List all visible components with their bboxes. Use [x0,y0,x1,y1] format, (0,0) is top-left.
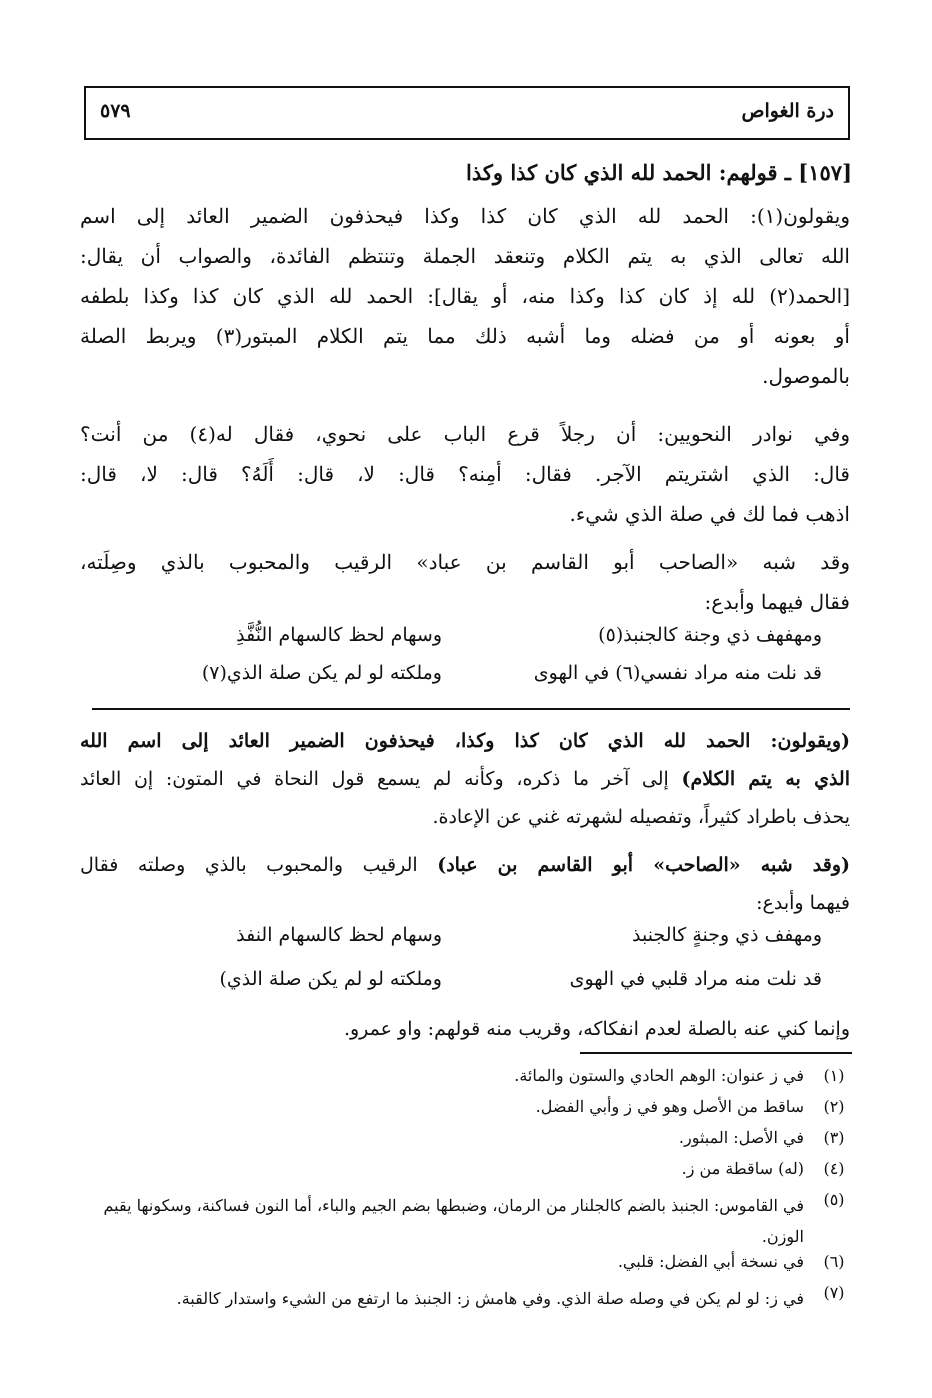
text-line [80,722,850,760]
verse-hemistich-first: قد نلت منه مراد قلبي في الهوى [569,968,822,990]
footnote-divider [580,1052,852,1054]
quoted-text: الذي به يتم الكلام) [681,768,850,790]
verse-hemistich-first: ومهفف ذي وجنةٍ كالجنبذ [631,924,822,946]
verse-hemistich-second: وسهام لحظ كالسهام النُّفَّذِ [236,624,442,646]
footnote-text: (له) ساقطة من ز. [681,1159,804,1178]
footnote [77,1066,852,1097]
footnote-number: (٥) [823,1190,845,1209]
verse-line [82,662,852,702]
text-line: [الحمد(٢) لله إذ كان كذا وكذا منه، أو يقال]: الحمد لله الذي كان كذا وكذا بلطفه [80,284,850,308]
footnote [77,1128,852,1159]
footnote-number: (٢) [823,1097,845,1116]
verse-hemistich-first: ومهفهف ذي وجنة كالجنبذ(٥) [598,624,822,646]
footnote [77,1097,852,1128]
running-header [84,86,850,140]
text-line: اذهب فما لك في صلة الذي شيء. [569,502,850,526]
footnote [77,1159,852,1190]
commentary-text: إلى آخر ما ذكره، وكأنه لم يسمع قول النحاة في المتون: إن العائد [80,768,682,790]
footnote-number: (٧) [823,1283,845,1302]
text-line: فيهما وأبدع: [756,892,850,914]
text-line: قال: الذي اشتريتم الآجر. فقال: أمِنه؟ قال: لا، قال: أَلَهُ؟ قال: لا، قال: [80,462,850,486]
page-number: ٥٧٩ [100,100,131,122]
verse-hemistich-second: وسهام لحظ كالسهام النفذ [236,924,442,946]
commentary-divider [92,708,850,710]
text-line: أو بعونه أو من فضله وما أشبه ذلك مما يتم الكلام المبتور(٣) ويربط الصلة [80,324,850,348]
verse-hemistich-first: قد نلت منه مراد نفسي(٦) في الهوى [533,662,822,684]
verse-line [82,624,852,664]
quoted-text: (ويقولون: الحمد لله الذي كان كذا وكذا، فيحذفون الضمير العائد إلى اسم الله [80,730,850,752]
commentary-text: الرقيب والمحبوب بالذي وصلته فقال [80,854,438,876]
quoted-text: (وقد شبه «الصاحب» أبو القاسم بن عباد) [437,854,850,876]
running-title: درة الغواص [741,100,834,122]
commentary-paragraph-1 [80,722,850,836]
footnote-text: ساقط من الأصل وهو في ز وأبي الفضل. [535,1097,804,1116]
text-line: ويقولون(١): الحمد لله الذي كان كذا وكذا فيحذفون الضمير العائد إلى اسم [80,204,850,228]
footnote [77,1283,852,1345]
footnote-text: في القاموس: الجنبذ بالضم كالجلنار من الرمان، وضبطها بضم الجيم والباء، أما النون فساكنة، وسكونها يقيم الوزن. [103,1196,804,1246]
paragraph-2 [80,414,850,534]
footnote-number: (١) [823,1066,845,1085]
verse-hemistich-second: وملكته لو لم يكن صلة الذي) [219,968,442,990]
footnote-text: في ز عنوان: الوهم الحادي والستون والمائة. [514,1066,804,1085]
paragraph-3 [80,542,850,622]
footnote [77,1252,852,1283]
footnote [77,1190,852,1252]
verse-line [82,968,852,1008]
text-line: فقال فيهما وأبدع: [704,590,850,614]
section-heading: [١٥٧] ـ قولهم: الحمد لله الذي كان كذا وكذا [466,160,852,185]
commentary-paragraph-2 [80,846,850,922]
text-line: وإنما كني عنه بالصلة لعدم انفكاكه، وقريب منه قولهم: واو عمرو. [343,1018,850,1040]
verse-line [82,924,852,964]
footnote-number: (٦) [823,1252,845,1271]
text-line [80,846,850,884]
paragraph-1 [80,196,850,396]
text-line [80,760,850,798]
text-line: وقد شبه «الصاحب أبو القاسم بن عباد» الرقيب والمحبوب بالذي وصِلَته، [80,550,850,574]
footnotes [77,1066,852,1345]
footnote-text: في ز: لو لم يكن في وصله صلة الذي. وفي هامش ز: الجنبذ ما ارتفع من الشيء واستدار كالقبة. [176,1289,804,1308]
footnote-text: في نسخة أبي الفضل: قلبي. [617,1252,804,1271]
text-line: وفي نوادر النحويين: أن رجلاً قرع الباب على نحوي، فقال له(٤) من أنت؟ [80,422,850,446]
footnote-number: (٤) [823,1159,845,1178]
commentary-paragraph-3 [80,1010,850,1048]
text-line: بالموصول. [762,364,850,388]
verse-hemistich-second: وملكته لو لم يكن صلة الذي(٧) [201,662,442,684]
text-line: يحذف باطراد كثيراً، وتفصيله لشهرته غني عن الإعادة. [432,806,850,828]
footnote-number: (٣) [823,1128,845,1147]
footnote-text: في الأصل: المبثور. [678,1128,804,1147]
text-line: الله تعالى الذي به يتم الكلام وتنعقد الجملة وتنتظم الفائدة، والصواب أن يقال: [80,244,850,268]
